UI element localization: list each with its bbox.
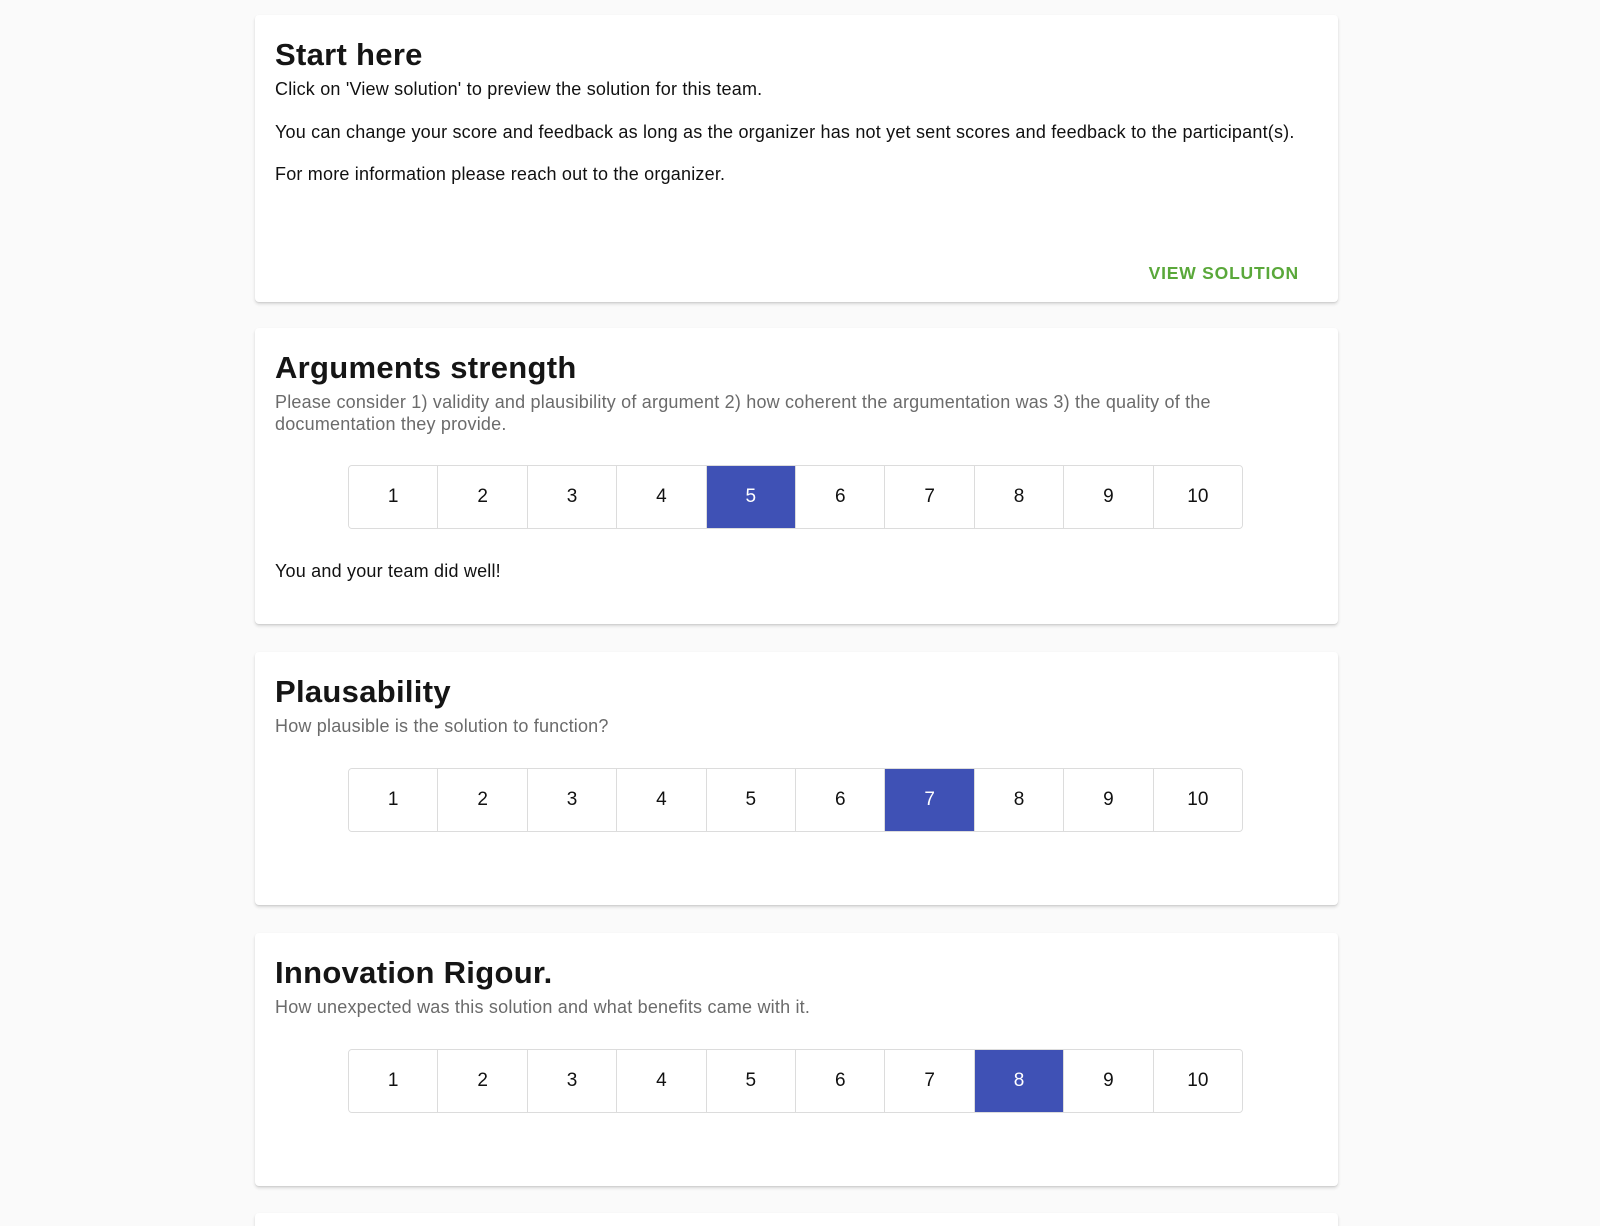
criterion-description: How unexpected was this solution and what benefits came with it. (275, 997, 811, 1017)
criterion-description: How plausible is the solution to function? (275, 716, 609, 736)
score-scale (348, 465, 1243, 529)
criterion-card-arguments-strength (255, 328, 1338, 624)
intro-paragraph-3: For more information please reach out to the organizer. (275, 164, 726, 184)
score-option-7[interactable]: 7 (885, 1050, 974, 1112)
criterion-title: Innovation Rigour. (275, 955, 553, 990)
intro-paragraph-1: Click on 'View solution' to preview the solution for this team. (275, 79, 763, 99)
score-option-9[interactable]: 9 (1064, 466, 1153, 528)
score-option-5[interactable]: 5 (707, 1050, 796, 1112)
score-option-6[interactable]: 6 (796, 1050, 885, 1112)
score-option-7[interactable]: 7 (885, 466, 974, 528)
score-option-4[interactable]: 4 (617, 769, 706, 831)
view-solution-button[interactable]: VIEW SOLUTION (1143, 259, 1305, 288)
intro-paragraph-2: You can change your score and feedback as long as the organizer has not yet sent scores and feedback to the participant(s). (275, 121, 1295, 142)
score-option-10[interactable]: 10 (1154, 1050, 1242, 1112)
score-option-10[interactable]: 10 (1154, 466, 1242, 528)
score-option-6[interactable]: 6 (796, 466, 885, 528)
criterion-card-plausability (255, 652, 1338, 905)
score-option-6[interactable]: 6 (796, 769, 885, 831)
score-option-7[interactable]: 7 (885, 769, 974, 831)
feedback-text[interactable]: You and your team did well! (275, 561, 501, 581)
score-scale (348, 768, 1243, 832)
score-option-4[interactable]: 4 (617, 1050, 706, 1112)
score-option-1[interactable]: 1 (349, 769, 438, 831)
score-option-5[interactable]: 5 (707, 466, 796, 528)
score-option-10[interactable]: 10 (1154, 769, 1242, 831)
score-option-8[interactable]: 8 (975, 769, 1064, 831)
score-option-1[interactable]: 1 (349, 1050, 438, 1112)
score-option-1[interactable]: 1 (349, 466, 438, 528)
score-option-3[interactable]: 3 (528, 1050, 617, 1112)
intro-card (255, 15, 1338, 302)
score-option-4[interactable]: 4 (617, 466, 706, 528)
score-option-2[interactable]: 2 (438, 1050, 527, 1112)
score-option-9[interactable]: 9 (1064, 769, 1153, 831)
score-option-3[interactable]: 3 (528, 769, 617, 831)
criterion-title: Plausability (275, 674, 451, 709)
score-scale (348, 1049, 1243, 1113)
score-option-2[interactable]: 2 (438, 769, 527, 831)
next-card-partial (255, 1213, 1338, 1226)
criterion-title: Arguments strength (275, 350, 577, 385)
score-option-2[interactable]: 2 (438, 466, 527, 528)
criterion-description: Please consider 1) validity and plausibility of argument 2) how coherent the argumentation was 3) the quality of the documentation they provide. (275, 392, 1211, 434)
score-option-8[interactable]: 8 (975, 466, 1064, 528)
score-option-8[interactable]: 8 (975, 1050, 1064, 1112)
score-option-5[interactable]: 5 (707, 769, 796, 831)
intro-title: Start here (275, 37, 423, 72)
score-option-3[interactable]: 3 (528, 466, 617, 528)
score-option-9[interactable]: 9 (1064, 1050, 1153, 1112)
criterion-card-innovation-rigour (255, 933, 1338, 1186)
